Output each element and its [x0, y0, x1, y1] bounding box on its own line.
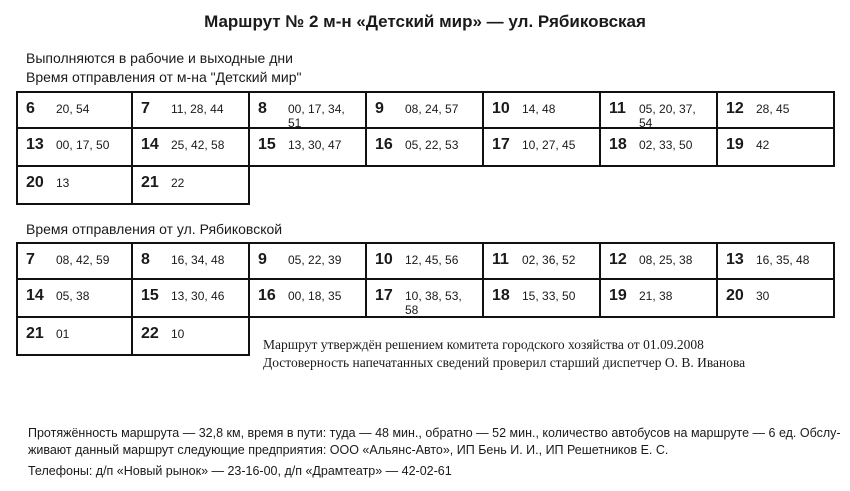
- minutes-list: 16, 34, 48: [171, 253, 225, 267]
- minutes-list: 02, 33, 50: [639, 138, 693, 152]
- hour-label: 16: [375, 136, 393, 153]
- hour-label: 17: [492, 136, 510, 153]
- hour-label: 8: [258, 100, 267, 117]
- schedule-cell: [601, 242, 718, 280]
- hour-label: 21: [141, 174, 159, 191]
- route-info-line-2: живают данный маршрут следующие предприятия: ООО «Альянс-Авто», ИП Бень И. И., ИП Решетников Е. С.: [28, 443, 669, 457]
- hour-label: 13: [26, 136, 44, 153]
- page-title: Маршрут № 2 м-н «Детский мир» — ул. Рябиковская: [204, 12, 646, 31]
- hour-label: 9: [258, 251, 267, 268]
- schedule-cell: [16, 129, 133, 167]
- hour-label: 18: [492, 287, 510, 304]
- hour-label: 20: [726, 287, 744, 304]
- schedule-cell: [16, 91, 133, 129]
- empty-cell: [250, 167, 367, 205]
- schedule-cell: [133, 167, 250, 205]
- schedule-cell: [367, 242, 484, 280]
- hour-label: 17: [375, 287, 393, 304]
- minutes-list: 10, 27, 45: [522, 138, 576, 152]
- minutes-list: 28, 45: [756, 102, 790, 116]
- schedule-cell: [718, 280, 835, 318]
- minutes-list: 14, 48: [522, 102, 556, 116]
- schedule-cell: [250, 129, 367, 167]
- schedule-cell: [133, 129, 250, 167]
- schedule-table-detsky-mir: [16, 91, 835, 205]
- hour-label: 6: [26, 100, 35, 117]
- minutes-list: 16, 35, 48: [756, 253, 810, 267]
- minutes-list: 11, 28, 44: [171, 102, 224, 116]
- hour-label: 21: [26, 325, 44, 342]
- hour-label: 18: [609, 136, 627, 153]
- schedule-cell: [484, 280, 601, 318]
- schedule-cell: [133, 280, 250, 318]
- minutes-list: 05, 38: [56, 289, 90, 303]
- minutes-list: 30: [756, 289, 770, 303]
- minutes-list: 12, 45, 56: [405, 253, 459, 267]
- minutes-list: 21, 38: [639, 289, 673, 303]
- minutes-list: 08, 42, 59: [56, 253, 110, 267]
- schedule-cell: [250, 242, 367, 280]
- table2-heading: Время отправления от ул. Рябиковской: [26, 221, 283, 237]
- hour-label: 15: [258, 136, 276, 153]
- hour-label: 14: [141, 136, 159, 153]
- minutes-list: 25, 42, 58: [171, 138, 225, 152]
- minutes-list: 00, 18, 35: [288, 289, 342, 303]
- verification-note: Достоверность напечатанных сведений проверил старший диспетчер О. В. Иванова: [263, 355, 746, 370]
- approval-note: Маршрут утверждён решением комитета городского хозяйства от 01.09.2008: [263, 337, 704, 352]
- minutes-list: 01: [56, 327, 70, 341]
- schedule-cell: [718, 129, 835, 167]
- minutes-list: 13, 30, 47: [288, 138, 342, 152]
- schedule-cell: [484, 242, 601, 280]
- schedule-cell: [16, 167, 133, 205]
- minutes-list: 05, 20, 37, 54: [639, 102, 696, 130]
- operating-days: Выполняются в рабочие и выходные дни: [26, 50, 293, 66]
- minutes-list: 05, 22, 53: [405, 138, 459, 152]
- empty-cell: [484, 167, 601, 205]
- hour-label: 9: [375, 100, 384, 117]
- schedule-cell: [367, 280, 484, 318]
- schedule-cell: [250, 280, 367, 318]
- minutes-list: 08, 25, 38: [639, 253, 693, 267]
- minutes-list: 02, 36, 52: [522, 253, 576, 267]
- empty-cell: [367, 167, 484, 205]
- schedule-cell: [133, 242, 250, 280]
- minutes-list: 13: [56, 176, 70, 190]
- hour-label: 22: [141, 325, 159, 342]
- hour-label: 8: [141, 251, 150, 268]
- schedule-cell: [718, 91, 835, 129]
- hour-label: 14: [26, 287, 44, 304]
- schedule-cell: [484, 129, 601, 167]
- minutes-list: 15, 33, 50: [522, 289, 576, 303]
- route-info-line-1: Протяжённость маршрута — 32,8 км, время в пути: туда — 48 мин., обратно — 52 мин., количество автобусов на маршруте — 6 ед. Обслу-: [28, 426, 841, 440]
- schedule-cell: [601, 280, 718, 318]
- minutes-list: 10, 38, 53, 58: [405, 289, 462, 317]
- schedule-cell: [16, 318, 133, 356]
- minutes-list: 00, 17, 50: [56, 138, 110, 152]
- empty-cell: [718, 318, 835, 356]
- hour-label: 10: [375, 251, 393, 268]
- hour-label: 19: [609, 287, 627, 304]
- empty-cell: [601, 167, 718, 205]
- empty-cell: [718, 167, 835, 205]
- minutes-list: 13, 30, 46: [171, 289, 225, 303]
- schedule-cell: [367, 129, 484, 167]
- schedule-cell: [601, 129, 718, 167]
- hour-label: 19: [726, 136, 744, 153]
- hour-label: 10: [492, 100, 510, 117]
- phones: Телефоны: д/п «Новый рынок» — 23-16-00, д/п «Драмтеатр» — 42-02-61: [28, 464, 452, 478]
- hour-label: 11: [609, 100, 626, 117]
- hour-label: 16: [258, 287, 276, 304]
- minutes-list: 42: [756, 138, 770, 152]
- hour-label: 12: [609, 251, 627, 268]
- schedule-cell: [16, 242, 133, 280]
- minutes-list: 00, 17, 34, 51: [288, 102, 345, 130]
- schedule-cell: [133, 318, 250, 356]
- schedule-cell: [250, 91, 367, 129]
- minutes-list: 10: [171, 327, 185, 341]
- minutes-list: 20, 54: [56, 102, 90, 116]
- schedule-cell: [601, 91, 718, 129]
- schedule-cell: [133, 91, 250, 129]
- schedule-cell: [16, 280, 133, 318]
- schedule-cell: [367, 91, 484, 129]
- minutes-list: 05, 22, 39: [288, 253, 342, 267]
- hour-label: 15: [141, 287, 159, 304]
- table1-heading: Время отправления от м-на "Детский мир": [26, 69, 302, 85]
- minutes-list: 22: [171, 176, 185, 190]
- hour-label: 7: [141, 100, 150, 117]
- schedule-cell: [718, 242, 835, 280]
- schedule-cell: [484, 91, 601, 129]
- hour-label: 7: [26, 251, 35, 268]
- hour-label: 11: [492, 251, 509, 268]
- minutes-list: 08, 24, 57: [405, 102, 459, 116]
- hour-label: 13: [726, 251, 744, 268]
- hour-label: 12: [726, 100, 744, 117]
- hour-label: 20: [26, 174, 44, 191]
